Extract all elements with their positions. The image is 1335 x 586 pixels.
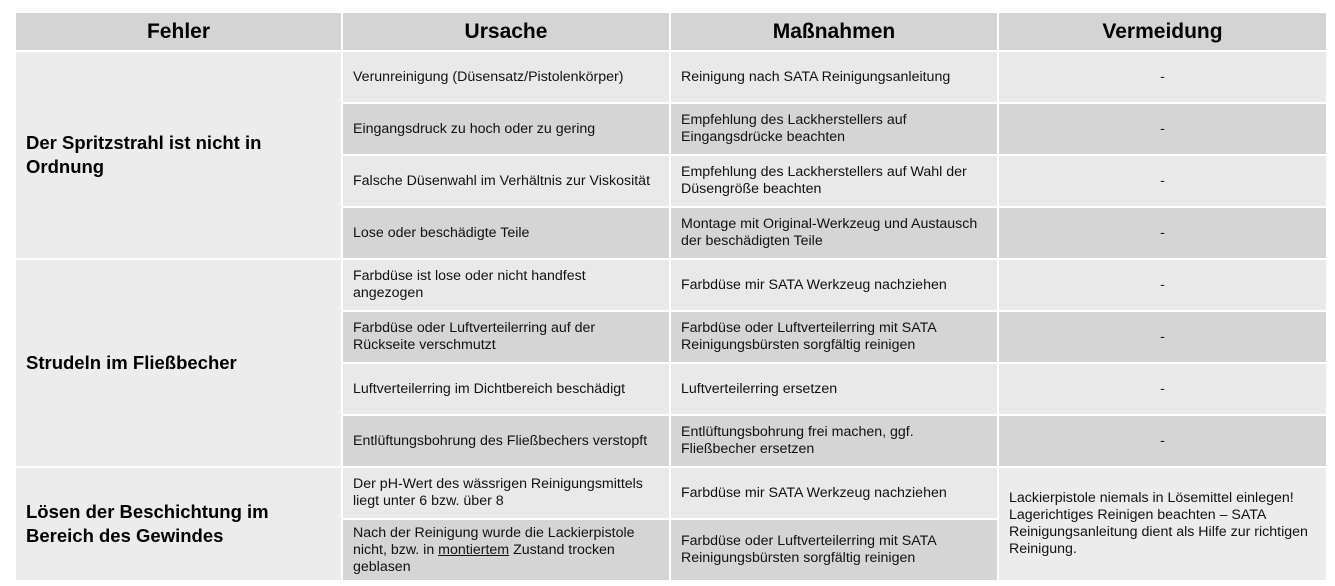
ursache-cell: Farbdüse ist lose oder nicht handfest angezogen (342, 259, 670, 311)
massnahme-cell: Empfehlung des Lackherstellers auf Eingangsdrücke beachten (670, 103, 998, 155)
ursache-cell: Verunreinigung (Düsensatz/Pistolenkörper) (342, 51, 670, 103)
table-row (15, 467, 1327, 519)
vermeidung-cell: - (998, 51, 1327, 103)
vermeidung-cell: - (998, 311, 1327, 363)
vermeidung-cell: - (998, 363, 1327, 415)
massnahme-cell: Farbdüse oder Luftverteilerring mit SATA Reinigungsbürsten sorgfältig reinigen (670, 311, 998, 363)
table-row (15, 259, 1327, 311)
massnahme-cell: Farbdüse mir SATA Werkzeug nachziehen (670, 467, 998, 519)
ursache-cell (342, 519, 670, 581)
ursache-cell: Luftverteilerring im Dichtbereich beschädigt (342, 363, 670, 415)
header-fehler: Fehler (15, 12, 342, 51)
massnahme-cell: Luftverteilerring ersetzen (670, 363, 998, 415)
massnahme-cell: Empfehlung des Lackherstellers auf Wahl der Düsengröße beachten (670, 155, 998, 207)
table-row (15, 51, 1327, 103)
vermeidung-cell: - (998, 207, 1327, 259)
troubleshooting-table (14, 11, 1328, 582)
ursache-cell: Farbdüse oder Luftverteilerring auf der Rückseite verschmutzt (342, 311, 670, 363)
ursache-cell: Entlüftungsbohrung des Fließbechers verstopft (342, 415, 670, 467)
vermeidung-cell: - (998, 103, 1327, 155)
header-ursache: Ursache (342, 12, 670, 51)
troubleshooting-table-wrapper (14, 11, 1326, 582)
vermeidung-cell: - (998, 415, 1327, 467)
massnahme-cell: Entlüftungsbohrung frei machen, ggf. Fließbecher ersetzen (670, 415, 998, 467)
header-row (15, 12, 1327, 51)
ursache-underlined-text: montiertem (438, 541, 510, 558)
massnahme-cell: Reinigung nach SATA Reinigungsanleitung (670, 51, 998, 103)
massnahme-cell: Montage mit Original-Werkzeug und Austausch der beschädigten Teile (670, 207, 998, 259)
vermeidung-cell: Lackierpistole niemals in Lösemittel einlegen! Lagerichtiges Reinigen beachten – SATA Reinigungsanleitung dient als Hilfe zur richtigen Reinigung. (998, 467, 1327, 581)
header-vermeidung: Vermeidung (998, 12, 1327, 51)
vermeidung-cell: - (998, 155, 1327, 207)
vermeidung-cell: - (998, 259, 1327, 311)
massnahme-cell: Farbdüse oder Luftverteilerring mit SATA Reinigungsbürsten sorgfältig reinigen (670, 519, 998, 581)
header-massnahmen: Maßnahmen (670, 12, 998, 51)
massnahme-cell: Farbdüse mir SATA Werkzeug nachziehen (670, 259, 998, 311)
ursache-cell: Eingangsdruck zu hoch oder zu gering (342, 103, 670, 155)
ursache-cell: Der pH-Wert des wässrigen Reinigungsmittels liegt unter 6 bzw. über 8 (342, 467, 670, 519)
fehler-cell: Lösen der Beschichtung im Bereich des Gewindes (15, 467, 342, 581)
ursache-cell: Lose oder beschädigte Teile (342, 207, 670, 259)
ursache-text: Zustand trocken geblasen (353, 541, 615, 575)
ursache-cell: Falsche Düsenwahl im Verhältnis zur Viskosität (342, 155, 670, 207)
fehler-cell: Strudeln im Fließbecher (15, 259, 342, 467)
fehler-cell: Der Spritzstrahl ist nicht in Ordnung (15, 51, 342, 259)
ursache-text: Nach der Reinigung wurde die Lackierpistole nicht, bzw. in (353, 524, 635, 558)
